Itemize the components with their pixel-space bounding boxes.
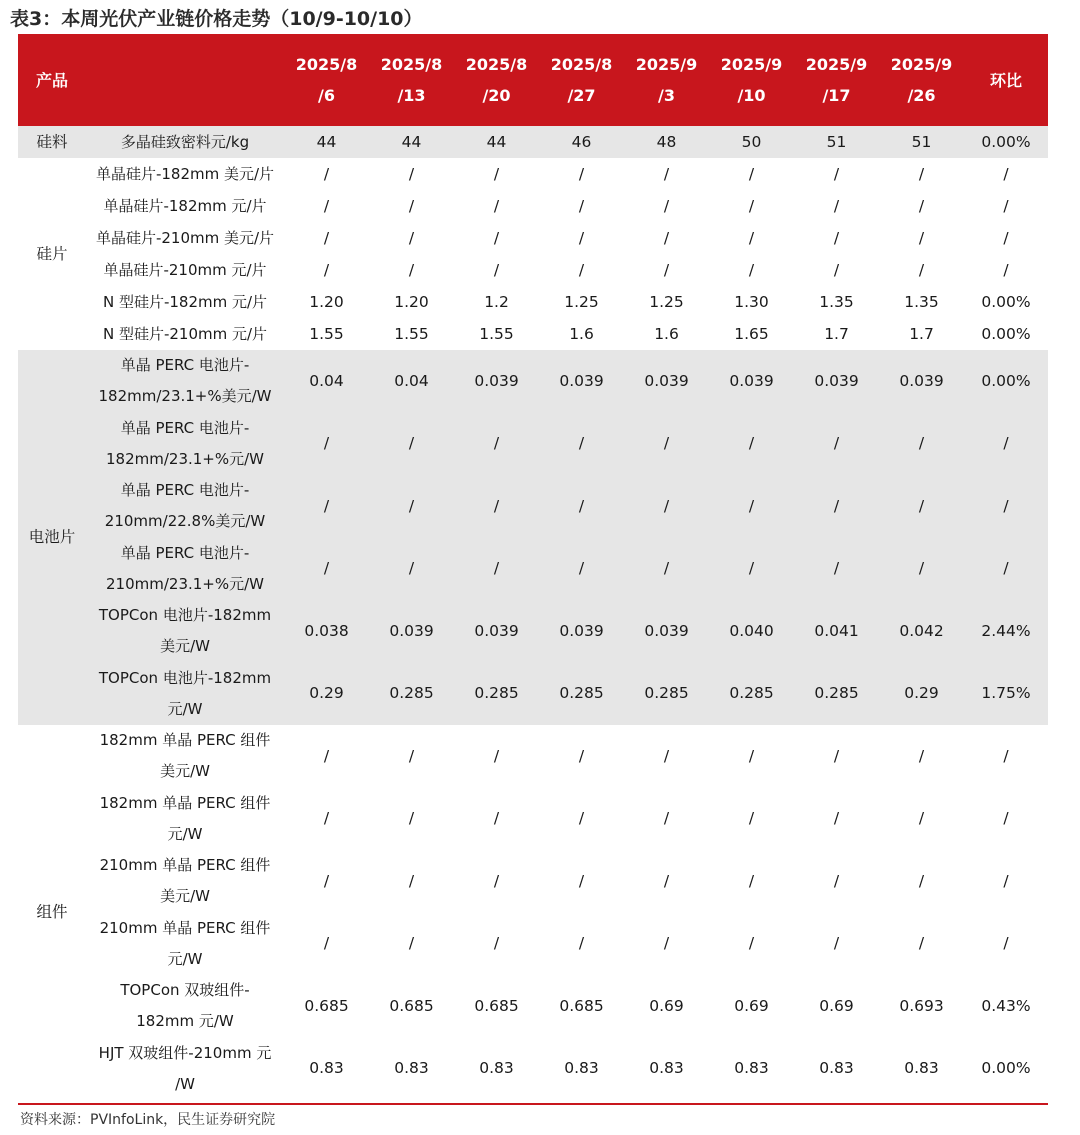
value-cell: 0.83 bbox=[369, 1038, 454, 1101]
value-cell: 0.285 bbox=[539, 663, 624, 726]
value-cell: 0.039 bbox=[624, 350, 709, 413]
table-header bbox=[18, 34, 1048, 126]
value-cell: 0.83 bbox=[794, 1038, 879, 1101]
value-cell: 1.20 bbox=[369, 286, 454, 318]
item-cell bbox=[86, 1038, 284, 1101]
item-line: 单晶硅片-210mm 美元/片 bbox=[95, 228, 275, 247]
header-date-6 bbox=[709, 34, 794, 126]
item-cell bbox=[86, 913, 284, 976]
value-cell: / bbox=[879, 158, 964, 190]
value-cell: 0.041 bbox=[794, 600, 879, 663]
value-cell: / bbox=[624, 850, 709, 913]
value-cell: 0.285 bbox=[709, 663, 794, 726]
value-cell: / bbox=[879, 413, 964, 476]
item-line: 美元/W bbox=[160, 887, 210, 906]
table-row bbox=[18, 475, 1048, 538]
value-cell: 1.65 bbox=[709, 318, 794, 350]
value-cell: 0.29 bbox=[284, 663, 369, 726]
header-change: 环比 bbox=[964, 34, 1048, 126]
value-cell: / bbox=[284, 538, 369, 601]
value-cell: / bbox=[369, 222, 454, 254]
item-line: 单晶 PERC 电池片- bbox=[120, 543, 250, 562]
value-cell: 0.83 bbox=[454, 1038, 539, 1101]
change-cell: 0.00% bbox=[964, 1038, 1048, 1101]
header-date-line: 2025/8 bbox=[295, 55, 358, 74]
value-cell: / bbox=[794, 254, 879, 286]
header-date-line: 2025/8 bbox=[550, 55, 613, 74]
item-line: 单晶硅片-182mm 美元/片 bbox=[95, 164, 275, 183]
category-cell: 电池片 bbox=[18, 350, 86, 725]
value-cell: / bbox=[624, 254, 709, 286]
value-cell: / bbox=[624, 158, 709, 190]
value-cell: 1.35 bbox=[879, 286, 964, 318]
value-cell: / bbox=[284, 913, 369, 976]
item-line: 元/W bbox=[167, 824, 203, 843]
value-cell: 0.04 bbox=[284, 350, 369, 413]
value-cell: / bbox=[794, 850, 879, 913]
value-cell: / bbox=[284, 850, 369, 913]
table-row bbox=[18, 190, 1048, 222]
table-row bbox=[18, 913, 1048, 976]
value-cell: / bbox=[879, 538, 964, 601]
value-cell: / bbox=[454, 158, 539, 190]
item-cell bbox=[86, 158, 284, 190]
item-line: 210mm/23.1+%元/W bbox=[106, 574, 265, 593]
group-4 bbox=[18, 725, 1048, 1100]
value-cell: 0.685 bbox=[284, 975, 369, 1038]
change-cell: / bbox=[964, 158, 1048, 190]
header-date-5 bbox=[624, 34, 709, 126]
value-cell: / bbox=[879, 475, 964, 538]
change-cell: 0.00% bbox=[964, 318, 1048, 350]
table-row bbox=[18, 725, 1048, 788]
value-cell: / bbox=[454, 413, 539, 476]
change-cell: / bbox=[964, 475, 1048, 538]
category-cell: 硅片 bbox=[18, 158, 86, 350]
item-cell bbox=[86, 788, 284, 851]
item-line: HJT 双玻组件-210mm 元 bbox=[98, 1043, 272, 1062]
change-cell: 1.75% bbox=[964, 663, 1048, 726]
value-cell: 1.30 bbox=[709, 286, 794, 318]
value-cell: 0.039 bbox=[539, 600, 624, 663]
header-date-line: 2025/9 bbox=[805, 55, 868, 74]
value-cell: / bbox=[794, 413, 879, 476]
value-cell: 0.038 bbox=[284, 600, 369, 663]
value-cell: 1.25 bbox=[624, 286, 709, 318]
value-cell: / bbox=[879, 913, 964, 976]
value-cell: / bbox=[454, 725, 539, 788]
value-cell: / bbox=[794, 538, 879, 601]
value-cell: 0.040 bbox=[709, 600, 794, 663]
item-line: TOPCon 电池片-182mm bbox=[98, 668, 272, 687]
value-cell: / bbox=[624, 538, 709, 601]
value-cell: / bbox=[539, 538, 624, 601]
table-row bbox=[18, 254, 1048, 286]
value-cell: / bbox=[369, 850, 454, 913]
header-date-line: /17 bbox=[822, 86, 851, 105]
value-cell: 1.2 bbox=[454, 286, 539, 318]
header-date-line: 2025/9 bbox=[720, 55, 783, 74]
value-cell: / bbox=[879, 725, 964, 788]
value-cell: 0.039 bbox=[879, 350, 964, 413]
item-line: TOPCon 电池片-182mm bbox=[98, 606, 272, 625]
value-cell: / bbox=[369, 475, 454, 538]
change-cell: 2.44% bbox=[964, 600, 1048, 663]
value-cell: / bbox=[454, 475, 539, 538]
value-cell: 1.25 bbox=[539, 286, 624, 318]
item-line: 182mm 单晶 PERC 组件 bbox=[99, 793, 271, 812]
item-cell bbox=[86, 538, 284, 601]
value-cell: / bbox=[794, 158, 879, 190]
value-cell: / bbox=[709, 190, 794, 222]
table-row bbox=[18, 850, 1048, 913]
item-line: 元/W bbox=[167, 949, 203, 968]
header-date-line: /6 bbox=[318, 86, 335, 105]
value-cell: 0.83 bbox=[624, 1038, 709, 1101]
value-cell: / bbox=[284, 788, 369, 851]
value-cell: / bbox=[879, 190, 964, 222]
header-row bbox=[18, 34, 1048, 126]
change-cell: 0.00% bbox=[964, 286, 1048, 318]
value-cell: / bbox=[284, 222, 369, 254]
value-cell: 0.039 bbox=[709, 350, 794, 413]
value-cell: 0.69 bbox=[794, 975, 879, 1038]
item-line: /W bbox=[175, 1074, 195, 1093]
value-cell: / bbox=[709, 158, 794, 190]
value-cell: / bbox=[454, 850, 539, 913]
source-divider bbox=[18, 1103, 1048, 1105]
value-cell: / bbox=[879, 850, 964, 913]
header-date-line: 2025/9 bbox=[890, 55, 953, 74]
item-line: 210mm 单晶 PERC 组件 bbox=[99, 918, 271, 937]
value-cell: 0.042 bbox=[879, 600, 964, 663]
value-cell: / bbox=[454, 254, 539, 286]
header-date-line: /10 bbox=[737, 86, 766, 105]
item-cell bbox=[86, 725, 284, 788]
item-line: 单晶 PERC 电池片- bbox=[120, 418, 250, 437]
value-cell: 1.20 bbox=[284, 286, 369, 318]
value-cell: / bbox=[709, 222, 794, 254]
item-cell bbox=[86, 975, 284, 1038]
value-cell: / bbox=[454, 913, 539, 976]
item-cell bbox=[86, 350, 284, 413]
item-cell bbox=[86, 286, 284, 318]
header-date-8 bbox=[879, 34, 964, 126]
header-product: 产品 bbox=[18, 34, 284, 126]
change-cell: / bbox=[964, 913, 1048, 976]
value-cell: 0.285 bbox=[624, 663, 709, 726]
item-cell bbox=[86, 254, 284, 286]
table-row bbox=[18, 126, 1048, 158]
value-cell: 0.29 bbox=[879, 663, 964, 726]
value-cell: 50 bbox=[709, 126, 794, 158]
header-date-7 bbox=[794, 34, 879, 126]
value-cell: / bbox=[794, 913, 879, 976]
value-cell: / bbox=[284, 254, 369, 286]
table-row bbox=[18, 788, 1048, 851]
header-date-line: 2025/8 bbox=[380, 55, 443, 74]
value-cell: 1.7 bbox=[794, 318, 879, 350]
value-cell: / bbox=[879, 788, 964, 851]
value-cell: / bbox=[794, 475, 879, 538]
change-cell: / bbox=[964, 413, 1048, 476]
value-cell: / bbox=[369, 413, 454, 476]
value-cell: / bbox=[624, 190, 709, 222]
item-cell bbox=[86, 413, 284, 476]
group-2 bbox=[18, 158, 1048, 350]
value-cell: 0.685 bbox=[539, 975, 624, 1038]
value-cell: / bbox=[539, 788, 624, 851]
value-cell: / bbox=[369, 538, 454, 601]
table-row bbox=[18, 158, 1048, 190]
value-cell: 44 bbox=[284, 126, 369, 158]
item-line: 210mm 单晶 PERC 组件 bbox=[99, 856, 271, 875]
group-3 bbox=[18, 350, 1048, 725]
item-line: 单晶硅片-182mm 元/片 bbox=[103, 196, 267, 215]
header-date-3 bbox=[454, 34, 539, 126]
value-cell: / bbox=[709, 413, 794, 476]
header-date-line: 2025/9 bbox=[635, 55, 698, 74]
item-cell bbox=[86, 600, 284, 663]
value-cell: / bbox=[709, 725, 794, 788]
value-cell: / bbox=[369, 913, 454, 976]
table-row bbox=[18, 538, 1048, 601]
value-cell: / bbox=[709, 913, 794, 976]
item-line: N 型硅片-210mm 元/片 bbox=[102, 324, 268, 343]
value-cell: 51 bbox=[794, 126, 879, 158]
value-cell: 1.55 bbox=[284, 318, 369, 350]
value-cell: 0.83 bbox=[284, 1038, 369, 1101]
value-cell: / bbox=[709, 788, 794, 851]
value-cell: / bbox=[794, 725, 879, 788]
item-line: 182mm 元/W bbox=[136, 1012, 234, 1031]
value-cell: 0.04 bbox=[369, 350, 454, 413]
value-cell: 0.285 bbox=[369, 663, 454, 726]
source-note: 资料来源：PVInfoLink，民生证券研究院 bbox=[20, 1112, 276, 1128]
price-table bbox=[18, 34, 1048, 1100]
value-cell: 0.285 bbox=[454, 663, 539, 726]
value-cell: / bbox=[284, 190, 369, 222]
value-cell: / bbox=[539, 475, 624, 538]
table-row bbox=[18, 600, 1048, 663]
value-cell: 0.685 bbox=[454, 975, 539, 1038]
category-cell: 组件 bbox=[18, 725, 86, 1100]
item-cell bbox=[86, 475, 284, 538]
change-cell: / bbox=[964, 850, 1048, 913]
value-cell: 0.83 bbox=[879, 1038, 964, 1101]
item-line: 182mm/23.1+%元/W bbox=[106, 449, 265, 468]
item-cell bbox=[86, 222, 284, 254]
value-cell: 1.6 bbox=[539, 318, 624, 350]
item-line: 美元/W bbox=[160, 637, 210, 656]
value-cell: 0.039 bbox=[454, 350, 539, 413]
item-line: 多晶硅致密料元/kg bbox=[120, 132, 250, 151]
value-cell: 1.7 bbox=[879, 318, 964, 350]
value-cell: 0.285 bbox=[794, 663, 879, 726]
value-cell: / bbox=[369, 158, 454, 190]
item-line: 182mm/23.1+%美元/W bbox=[98, 387, 272, 406]
value-cell: / bbox=[454, 222, 539, 254]
value-cell: 0.039 bbox=[369, 600, 454, 663]
header-date-line: /13 bbox=[397, 86, 426, 105]
header-date-4 bbox=[539, 34, 624, 126]
value-cell: 51 bbox=[879, 126, 964, 158]
table-row bbox=[18, 1038, 1048, 1101]
change-cell: / bbox=[964, 788, 1048, 851]
value-cell: / bbox=[454, 538, 539, 601]
item-line: 210mm/22.8%美元/W bbox=[104, 512, 266, 531]
header-date-1 bbox=[284, 34, 369, 126]
item-line: 元/W bbox=[167, 699, 203, 718]
value-cell: 44 bbox=[454, 126, 539, 158]
table-row bbox=[18, 413, 1048, 476]
value-cell: 1.6 bbox=[624, 318, 709, 350]
change-cell: 0.00% bbox=[964, 350, 1048, 413]
value-cell: 0.039 bbox=[539, 350, 624, 413]
header-date-line: /26 bbox=[907, 86, 936, 105]
value-cell: / bbox=[794, 222, 879, 254]
value-cell: / bbox=[709, 475, 794, 538]
value-cell: / bbox=[624, 475, 709, 538]
value-cell: / bbox=[539, 913, 624, 976]
item-cell bbox=[86, 190, 284, 222]
value-cell: 0.039 bbox=[624, 600, 709, 663]
value-cell: / bbox=[624, 788, 709, 851]
change-cell: / bbox=[964, 725, 1048, 788]
category-cell: 硅料 bbox=[18, 126, 86, 158]
item-line: TOPCon 双玻组件- bbox=[120, 981, 250, 1000]
table-row bbox=[18, 350, 1048, 413]
change-cell: / bbox=[964, 222, 1048, 254]
header-date-line: /3 bbox=[658, 86, 675, 105]
value-cell: / bbox=[879, 222, 964, 254]
value-cell: / bbox=[369, 788, 454, 851]
value-cell: / bbox=[709, 850, 794, 913]
value-cell: / bbox=[539, 850, 624, 913]
value-cell: 0.039 bbox=[454, 600, 539, 663]
value-cell: 0.039 bbox=[794, 350, 879, 413]
value-cell: / bbox=[794, 190, 879, 222]
value-cell: 0.693 bbox=[879, 975, 964, 1038]
item-line: 182mm 单晶 PERC 组件 bbox=[99, 731, 271, 750]
value-cell: / bbox=[369, 725, 454, 788]
value-cell: / bbox=[284, 475, 369, 538]
header-date-line: /20 bbox=[482, 86, 511, 105]
value-cell: / bbox=[539, 158, 624, 190]
change-cell: / bbox=[964, 538, 1048, 601]
item-line: N 型硅片-182mm 元/片 bbox=[102, 292, 268, 311]
value-cell: / bbox=[284, 725, 369, 788]
item-line: 单晶 PERC 电池片- bbox=[120, 356, 250, 375]
value-cell: / bbox=[794, 788, 879, 851]
value-cell: / bbox=[709, 254, 794, 286]
value-cell: 1.55 bbox=[454, 318, 539, 350]
item-cell bbox=[86, 126, 284, 158]
table-row bbox=[18, 222, 1048, 254]
value-cell: / bbox=[539, 190, 624, 222]
header-date-2 bbox=[369, 34, 454, 126]
value-cell: / bbox=[539, 254, 624, 286]
item-cell bbox=[86, 663, 284, 726]
value-cell: 48 bbox=[624, 126, 709, 158]
value-cell: 44 bbox=[369, 126, 454, 158]
change-cell: / bbox=[964, 190, 1048, 222]
value-cell: / bbox=[624, 222, 709, 254]
value-cell: / bbox=[709, 538, 794, 601]
table-row bbox=[18, 286, 1048, 318]
table-row bbox=[18, 975, 1048, 1038]
value-cell: / bbox=[454, 788, 539, 851]
item-line: 美元/W bbox=[160, 762, 210, 781]
value-cell: / bbox=[624, 913, 709, 976]
item-line: 单晶硅片-210mm 元/片 bbox=[103, 260, 267, 279]
value-cell: 0.69 bbox=[709, 975, 794, 1038]
table-title: 表3：本周光伏产业链价格走势（10/9-10/10） bbox=[10, 8, 423, 30]
value-cell: / bbox=[539, 725, 624, 788]
change-cell: 0.00% bbox=[964, 126, 1048, 158]
value-cell: / bbox=[369, 254, 454, 286]
header-date-line: /27 bbox=[567, 86, 596, 105]
table-row bbox=[18, 663, 1048, 726]
value-cell: 1.35 bbox=[794, 286, 879, 318]
value-cell: / bbox=[624, 413, 709, 476]
value-cell: 0.83 bbox=[709, 1038, 794, 1101]
table-row bbox=[18, 318, 1048, 350]
value-cell: / bbox=[624, 725, 709, 788]
item-line: 单晶 PERC 电池片- bbox=[120, 481, 250, 500]
value-cell: 1.55 bbox=[369, 318, 454, 350]
item-cell bbox=[86, 318, 284, 350]
value-cell: / bbox=[369, 190, 454, 222]
value-cell: 0.69 bbox=[624, 975, 709, 1038]
value-cell: / bbox=[879, 254, 964, 286]
value-cell: 0.685 bbox=[369, 975, 454, 1038]
group-1 bbox=[18, 126, 1048, 158]
item-cell bbox=[86, 850, 284, 913]
header-date-line: 2025/8 bbox=[465, 55, 528, 74]
value-cell: / bbox=[284, 413, 369, 476]
value-cell: / bbox=[539, 413, 624, 476]
change-cell: / bbox=[964, 254, 1048, 286]
value-cell: / bbox=[454, 190, 539, 222]
change-cell: 0.43% bbox=[964, 975, 1048, 1038]
value-cell: / bbox=[284, 158, 369, 190]
value-cell: 0.83 bbox=[539, 1038, 624, 1101]
value-cell: 46 bbox=[539, 126, 624, 158]
value-cell: / bbox=[539, 222, 624, 254]
